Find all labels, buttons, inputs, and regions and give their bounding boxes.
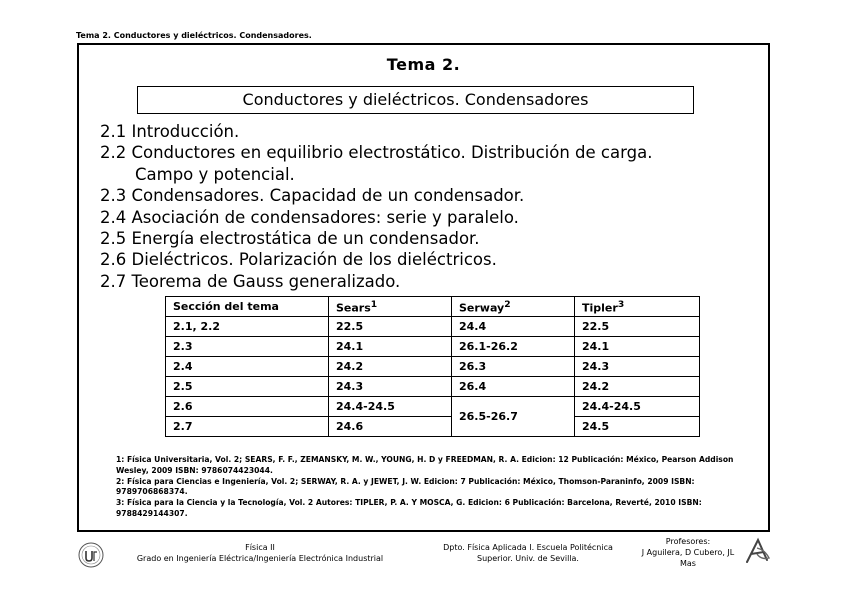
table-row	[166, 357, 700, 377]
footer-professors	[626, 536, 750, 569]
table-cell: 26.1-26.2	[452, 337, 575, 357]
table-cell: 24.4-24.5	[329, 397, 452, 417]
table-header-row	[166, 297, 700, 317]
footer-course	[110, 542, 410, 564]
table-cell: 26.4	[452, 377, 575, 397]
footnote: 1: Física Universitaria, Vol. 2; SEARS, F. F., ZEMANSKY, M. W., YOUNG, H. D y FREEDMAN, R. A. Edicion: 12 Publicación: México, Pearson Addison Wesley, 2009 ISBN: 9786074423044.	[116, 455, 734, 475]
footer-course-title: Física II	[245, 543, 275, 552]
footer-profs-label: Profesores:	[665, 537, 711, 546]
col-header-sears: Sears$^1$	[329, 297, 452, 317]
table-cell: 24.1	[329, 337, 452, 357]
table-row	[166, 397, 700, 417]
table-row	[166, 417, 700, 437]
table-cell: 26.3	[452, 357, 575, 377]
table-row	[166, 337, 700, 357]
footnote-mark: 2	[504, 298, 511, 310]
topic-item-continuation: Campo y potencial.	[135, 164, 295, 184]
table-cell: 2.1, 2.2	[166, 317, 329, 337]
table-cell: 24.1	[575, 337, 700, 357]
table-cell: 22.5	[329, 317, 452, 337]
table-cell: 24.3	[329, 377, 452, 397]
table-cell-merged: 26.5-26.7	[452, 397, 575, 437]
department-logo-icon	[743, 536, 773, 566]
footer-department	[428, 542, 628, 564]
footnote-mark: 1	[370, 298, 378, 310]
table-cell: 22.5	[575, 317, 700, 337]
topic-item: 2.4 Asociación de condensadores: serie y paralelo.	[100, 207, 519, 227]
table-cell: 24.5	[575, 417, 700, 437]
table-row	[166, 377, 700, 397]
table-cell: 24.6	[329, 417, 452, 437]
topic-item: 2.7 Teorema de Gauss generalizado.	[100, 271, 401, 291]
slide-subtitle: Conductores y dieléctricos. Condensadores	[137, 86, 694, 114]
table-cell: 24.4	[452, 317, 575, 337]
topic-list	[100, 121, 652, 292]
table-cell: 24.4-24.5	[575, 397, 700, 417]
table-cell: 24.2	[575, 377, 700, 397]
table-row	[166, 317, 700, 337]
footer-degree: Grado en Ingeniería Eléctrica/Ingeniería Electrónica Industrial	[136, 554, 384, 563]
col-header-section: Sección del tema	[166, 297, 329, 317]
reference-table	[165, 296, 700, 437]
footnotes	[116, 455, 768, 520]
topic-item: 2.6 Dieléctricos. Polarización de los dieléctricos.	[100, 250, 497, 270]
footer-profs-line1: J Aguilera, D Cubero, JL	[641, 548, 735, 557]
table-cell: 2.4	[166, 357, 329, 377]
table-cell: 24.2	[329, 357, 452, 377]
topic-item: 2.2 Conductores en equilibrio electrostático. Distribución de carga.	[100, 143, 653, 163]
table-cell: 2.6	[166, 397, 329, 417]
topic-item: 2.3 Condensadores. Capacidad de un condensador.	[100, 186, 525, 206]
footer-dept-line2: Superior. Univ. de Sevilla.	[477, 554, 579, 563]
university-seal-icon	[78, 540, 104, 570]
slide-title: Tema 2.	[386, 55, 461, 74]
slide-frame	[77, 43, 770, 532]
footnote: 3: Física para la Ciencia y la Tecnología, Vol. 2 Autores: TIPLER, P. A. Y MOSCA, G. Edicion: 6 Publicación: Barcelona, Reverté, 2010 ISBN: 9788429144307.	[116, 498, 702, 518]
table-cell: 2.5	[166, 377, 329, 397]
footnote: 2: Física para Ciencias e Ingeniería, Vol. 2; SERWAY, R. A. y JEWET, J. W. Edicion: 7 Publicación: México, Thomson-Paraninfo, 2009 ISBN: 9789706868374.	[116, 476, 695, 497]
table-cell: 24.3	[575, 357, 700, 377]
col-header-tipler: Tipler$^3$	[575, 297, 700, 317]
footer-dept-line1: Dpto. Física Aplicada I. Escuela Politécnica	[443, 543, 613, 552]
running-header: Tema 2. Conductores y dieléctricos. Condensadores.	[76, 31, 312, 40]
footnote-mark: 3	[617, 298, 625, 310]
topic-item: 2.5 Energía electrostática de un condensador.	[100, 229, 480, 249]
topic-item: 2.1 Introducción.	[100, 122, 240, 141]
col-header-serway: Serway$^2$	[452, 297, 575, 317]
table-cell: 2.7	[166, 417, 329, 437]
table-cell: 2.3	[166, 337, 329, 357]
footer-profs-line2: Mas	[680, 559, 696, 568]
